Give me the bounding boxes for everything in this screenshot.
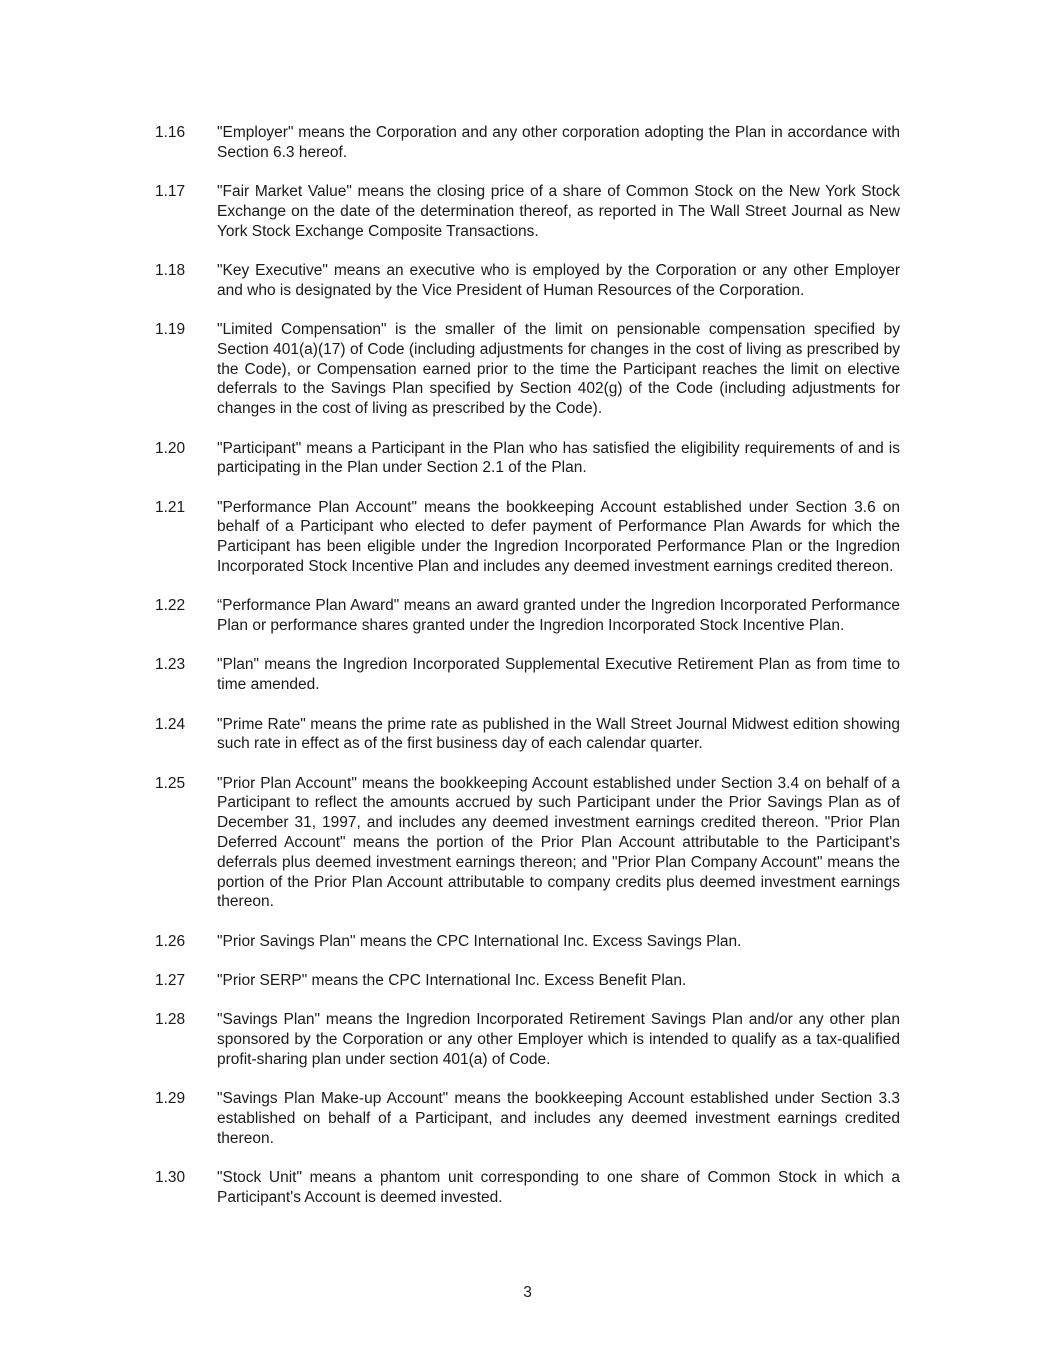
definition-number: 1.29: [155, 1090, 186, 1108]
definition-number: 1.26: [155, 932, 186, 950]
definition-item: [155, 1089, 900, 1148]
definition-text: "Fair Market Value" means the closing price of a share of Common Stock on the New York Stock Exchange on the date of the determination thereof, as reported in The Wall Street Journal as New York Stock Exchange Composite Transactions.: [217, 183, 900, 240]
definition-item: [155, 498, 900, 577]
definition-number: 1.28: [155, 1011, 186, 1029]
definition-number: 1.27: [155, 972, 186, 989]
definition-text: "Limited Compensation" is the smaller of the limit on pensionable compensation specified by Section 401(a)(17) of Code (including adjustments for changes in the cost of living as prescribed by the Code), or Compensation earned prior to the time the Participant reaches the limit on elective deferrals to the Savings Plan specified by Section 402(g) of the Code (including adjustments for changes in the cost of living as prescribed by the Code).: [217, 321, 900, 418]
definition-item: [155, 596, 900, 636]
definition-text: “Performance Plan Award" means an award granted under the Ingredion Incorporated Performance Plan or performance shares granted under the Ingredion Incorporated Stock Incentive Plan.: [217, 597, 900, 635]
definition-number: 1.25: [155, 774, 186, 792]
definition-number: 1.18: [155, 261, 186, 279]
definition-number: 1.16: [155, 124, 186, 141]
definition-item: [155, 774, 900, 913]
definition-item: [155, 182, 900, 241]
definitions-list: [155, 123, 900, 1227]
definition-number: 1.30: [155, 1169, 186, 1187]
definition-item: [155, 123, 900, 163]
definition-text: "Performance Plan Account" means the bookkeeping Account established under Section 3.6 on behalf of a Participant who elected to defer payment of Performance Plan Awards for which the Participant has been eligible under the Ingredion Incorporated Performance Plan or the Ingredion Incorporated Stock Incentive Plan and includes any deemed investment earnings credited thereon.: [217, 498, 900, 576]
definition-text: "Stock Unit" means a phantom unit corresponding to one share of Common Stock in which a Participant's Account is deemed invested.: [217, 1169, 900, 1206]
definition-number: 1.22: [155, 597, 186, 615]
definition-item: [155, 971, 900, 991]
definition-text: "Prior Plan Account" means the bookkeeping Account established under Section 3.4 on behalf of a Participant to reflect the amounts accrued by such Participant under the Prior Savings Plan as of December 31, 1997, and includes any deemed investment earnings credited thereon. "Prior Plan Deferred Account" means the portion of the Prior Plan Account attributable to the Participant's deferrals plus deemed investment earnings thereon; and "Prior Plan Company Account" means the portion of the Prior Plan Account attributable to company credits plus deemed investment earnings thereon.: [217, 774, 900, 911]
definition-text: "Savings Plan" means the Ingredion Incorporated Retirement Savings Plan and/or any other plan sponsored by the Corporation or any other Employer which is intended to qualify as a tax-qualified profit-sharing plan under section 401(a) of Code.: [217, 1011, 900, 1068]
definition-number: 1.17: [155, 183, 186, 201]
definition-item: [155, 439, 900, 479]
definition-item: [155, 320, 900, 419]
definition-item: [155, 261, 900, 301]
definition-text: "Plan" means the Ingredion Incorporated Supplemental Executive Retirement Plan as from time to time amended.: [217, 656, 900, 694]
definition-number: 1.21: [155, 498, 186, 516]
definition-item: [155, 1168, 900, 1208]
definition-item: [155, 932, 900, 952]
definition-text: "Prior SERP" means the CPC International Inc. Excess Benefit Plan.: [217, 972, 687, 989]
definition-number: 1.20: [155, 439, 186, 457]
definition-item: [155, 1010, 900, 1069]
definition-text: "Participant" means a Participant in the Plan who has satisfied the eligibility requirements of and is participating in the Plan under Section 2.1 of the Plan.: [217, 439, 900, 477]
definition-text: "Prior Savings Plan" means the CPC International Inc. Excess Savings Plan.: [217, 932, 742, 950]
definition-item: [155, 655, 900, 695]
definition-item: [155, 715, 900, 755]
page-number: 3: [523, 1284, 532, 1301]
definition-text: "Prime Rate" means the prime rate as published in the Wall Street Journal Midwest edition showing such rate in effect as of the first business day of each calendar quarter.: [217, 715, 900, 753]
definition-text: "Key Executive" means an executive who is employed by the Corporation or any other Employer and who is designated by the Vice President of Human Resources of the Corporation.: [217, 261, 900, 299]
definition-number: 1.19: [155, 321, 186, 339]
definition-number: 1.23: [155, 656, 186, 674]
definition-text: "Savings Plan Make-up Account" means the bookkeeping Account established under Section 3.3 established on behalf of a Participant, and includes any deemed investment earnings credited thereon.: [217, 1090, 900, 1147]
definition-number: 1.24: [155, 715, 186, 733]
definition-text: "Employer" means the Corporation and any other corporation adopting the Plan in accordance with Section 6.3 hereof.: [217, 124, 900, 161]
